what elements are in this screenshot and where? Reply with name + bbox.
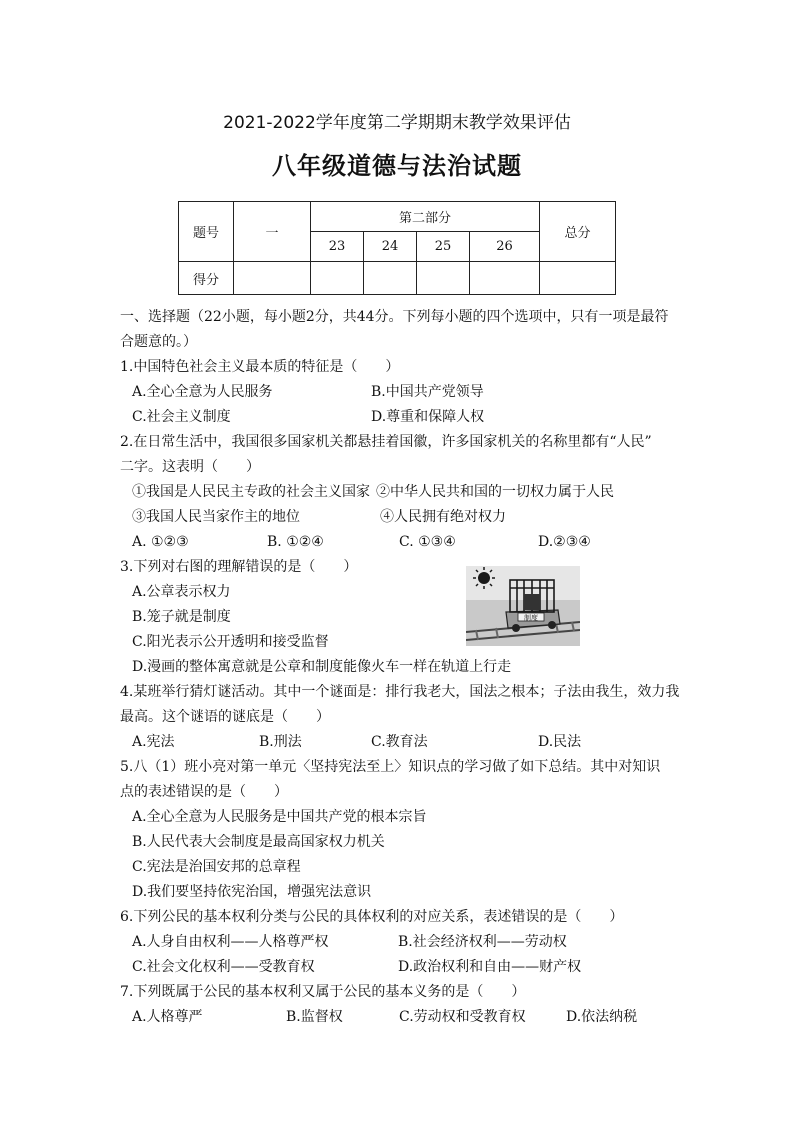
q4-option-c: C.教育法 [371, 734, 428, 750]
q7-option-c: C.劳动权和受教育权 [399, 1009, 526, 1025]
q3-option-d: D.漫画的整体寓意就是公章和制度能像火车一样在轨道上行走 [132, 659, 512, 675]
section1-heading: 一、选择题（22小题，每小题2分，共44分。下列每小题的四个选项中，只有一项是最符 [120, 309, 669, 325]
q1-stem: 1.中国特色社会主义最本质的特征是（ ） [120, 359, 400, 375]
q1-option-a: A.全心全意为人民服务 [132, 384, 273, 400]
q2-statement-4: ④人民拥有绝对权力 [380, 509, 506, 525]
q4-stem: 4.某班举行猜灯谜活动。其中一个谜面是：排行我老大，国法之根本；子法由我生，效力我 [120, 684, 680, 700]
score-table-part1: 一 [234, 202, 311, 262]
score-table-part2: 第二部分 [311, 202, 540, 232]
score-table-score-label: 得分 [179, 262, 234, 295]
q7-option-b: B.监督权 [286, 1009, 343, 1025]
score-cell-empty [234, 262, 311, 295]
score-table-question: 25 [417, 232, 470, 262]
q2-option-b: B. ①②④ [267, 534, 324, 550]
score-cell-empty [417, 262, 470, 295]
q7-option-d: D.依法纳税 [566, 1009, 638, 1025]
q2-stem: 2.在日常生活中，我国很多国家机关都悬挂着国徽，许多国家机关的名称里都有“人民” [120, 434, 652, 450]
q5-stem-cont: 点的表述错误的是（ ） [120, 784, 288, 800]
score-table-question: 26 [470, 232, 540, 262]
score-table [178, 201, 616, 295]
q1-option-c: C.社会主义制度 [132, 409, 231, 425]
q5-option-d: D.我们要坚持依宪治国，增强宪法意识 [132, 884, 372, 900]
q7-stem: 7.下列既属于公民的基本权利又属于公民的基本义务的是（ ） [120, 984, 526, 1000]
q6-option-a: A.人身自由权利——人格尊严权 [132, 934, 329, 950]
q3-option-c: C.阳光表示公开透明和接受监督 [132, 634, 329, 650]
q3-stem: 3.下列对右图的理解错误的是（ ） [120, 559, 358, 575]
cartoon-label: 制度 [524, 614, 538, 622]
exam-header-title: 2021-2022学年度第二学期期末教学效果评估 [223, 113, 571, 133]
q6-stem: 6.下列公民的基本权利分类与公民的具体权利的对应关系，表述错误的是（ ） [120, 909, 624, 925]
q3-option-b: B.笼子就是制度 [132, 609, 231, 625]
score-table-question: 23 [311, 232, 364, 262]
q2-option-c: C. ①③④ [399, 534, 456, 550]
score-cell-empty [311, 262, 364, 295]
q4-option-b: B.刑法 [259, 734, 302, 750]
q2-stem-cont: 二字。这表明（ ） [120, 459, 260, 475]
q7-option-a: A.人格尊严 [132, 1009, 203, 1025]
q4-option-a: A.宪法 [132, 734, 175, 750]
q6-option-d: D.政治权利和自由——财产权 [398, 959, 582, 975]
q2-option-d: D.②③④ [538, 534, 591, 550]
score-cell-empty [540, 262, 616, 295]
score-cell-empty [364, 262, 417, 295]
q3-option-a: A.公章表示权力 [132, 584, 231, 600]
q2-statement-2: ②中华人民共和国的一切权力属于人民 [376, 484, 614, 500]
q1-option-d: D.尊重和保障人权 [371, 409, 485, 425]
q2-statement-3: ③我国人民当家作主的地位 [132, 509, 300, 525]
q1-option-b: B.中国共产党领导 [371, 384, 484, 400]
q6-option-c: C.社会文化权利——受教育权 [132, 959, 315, 975]
caged-seal-cartoon-image [466, 566, 580, 646]
q4-option-d: D.民法 [538, 734, 582, 750]
q5-stem: 5.八（1）班小亮对第一单元〈坚持宪法至上〉知识点的学习做了如下总结。其中对知识 [120, 759, 661, 775]
score-table-row-label: 题号 [179, 202, 234, 262]
q2-option-a: A. ①②③ [132, 534, 189, 550]
q5-option-c: C.宪法是治国安邦的总章程 [132, 859, 301, 875]
q5-option-b: B.人民代表大会制度是最高国家权力机关 [132, 834, 385, 850]
q4-stem-cont: 最高。这个谜语的谜底是（ ） [120, 709, 330, 725]
q5-option-a: A.全心全意为人民服务是中国共产党的根本宗旨 [132, 809, 427, 825]
q6-option-b: B.社会经济权利——劳动权 [398, 934, 567, 950]
score-table-question: 24 [364, 232, 417, 262]
section1-heading-cont: 合题意的。） [120, 334, 197, 350]
score-cell-empty [470, 262, 540, 295]
score-table-total: 总分 [540, 202, 616, 262]
exam-subject-title: 八年级道德与法治试题 [272, 152, 522, 180]
q2-statement-1: ①我国是人民民主专政的社会主义国家 [132, 484, 370, 500]
